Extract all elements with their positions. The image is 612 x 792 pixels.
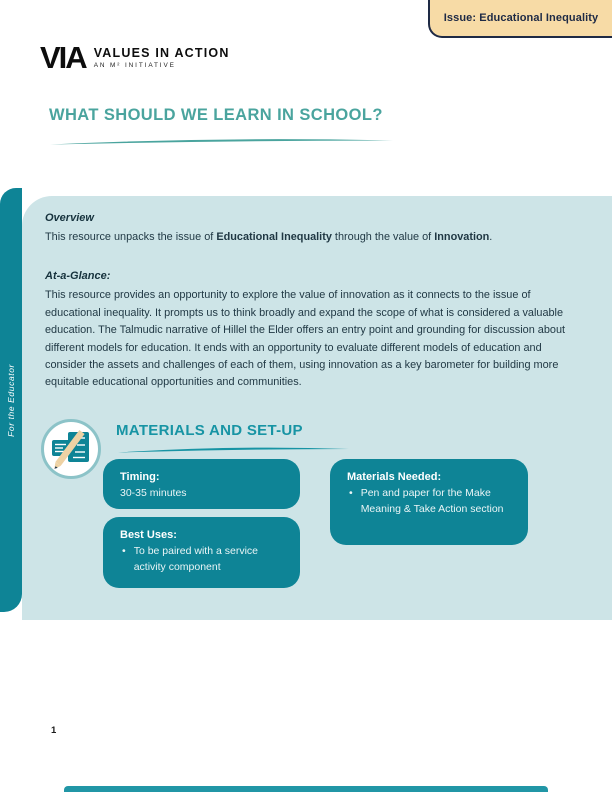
materials-heading: MATERIALS AND SET-UP [116, 422, 303, 439]
materials-needed-card-title: Materials Needed: [347, 471, 442, 483]
footer-accent-bar [64, 786, 548, 792]
overview-text-pre: This resource unpacks the issue of [45, 231, 217, 243]
at-a-glance-heading: At-a-Glance: [45, 270, 111, 283]
timing-card-value: 30-35 minutes [120, 487, 187, 499]
logo-wordmark: VALUES IN ACTION [93, 46, 230, 60]
overview-text-post: . [489, 231, 493, 243]
overview-text [45, 229, 585, 246]
overview-heading: Overview [45, 212, 94, 224]
via-logo-text [94, 46, 230, 69]
overview-value-bold: Innovation [434, 231, 490, 243]
page-number: 1 [51, 725, 57, 736]
issue-badge [428, 0, 612, 38]
title-underline-swoosh [49, 136, 394, 146]
overview-issue-bold: Educational Inequality [216, 231, 332, 243]
timing-card-title: Timing: [120, 471, 160, 483]
overview-text-mid: through the value of [331, 231, 435, 243]
via-logo-mark: VIA [40, 40, 86, 75]
best-uses-card [103, 517, 300, 588]
sidebar-tab-label: For the Educator [6, 363, 16, 437]
sidebar-tab-for-the-educator [0, 188, 22, 612]
materials-underline-swoosh [117, 445, 350, 454]
best-uses-bullet-item: • To be paired with a service activity component [120, 544, 286, 575]
at-a-glance-text: This resource provides an opportunity to explore the value of innovation as it connects to the issue of educational inequality. It prompts us to think broadly and expand the scope of what is considered a valuable education. The Talmudic narrative of Hillel the Elder offers an entry point and grounding for discussion about different models for education. It ends with an opportunity to evaluate different models of education and consider the assets and challenges of each of them, using innovation as a key barometer for building more equitable educational opportunities and communities. [45, 289, 566, 389]
materials-needed-card [330, 459, 528, 545]
timing-card [103, 459, 300, 509]
notes-and-pencil-icon [39, 417, 103, 481]
logo-tagline: AN M² INITIATIVE [93, 62, 176, 69]
issue-badge-label: Issue: Educational Inequality [443, 12, 599, 24]
materials-needed-bullet-item: • Pen and paper for the Make Meaning & Take Action section [347, 486, 514, 517]
best-uses-card-title: Best Uses: [120, 529, 177, 541]
via-logo [40, 42, 230, 73]
page-title: WHAT SHOULD WE LEARN IN SCHOOL? [49, 106, 383, 124]
